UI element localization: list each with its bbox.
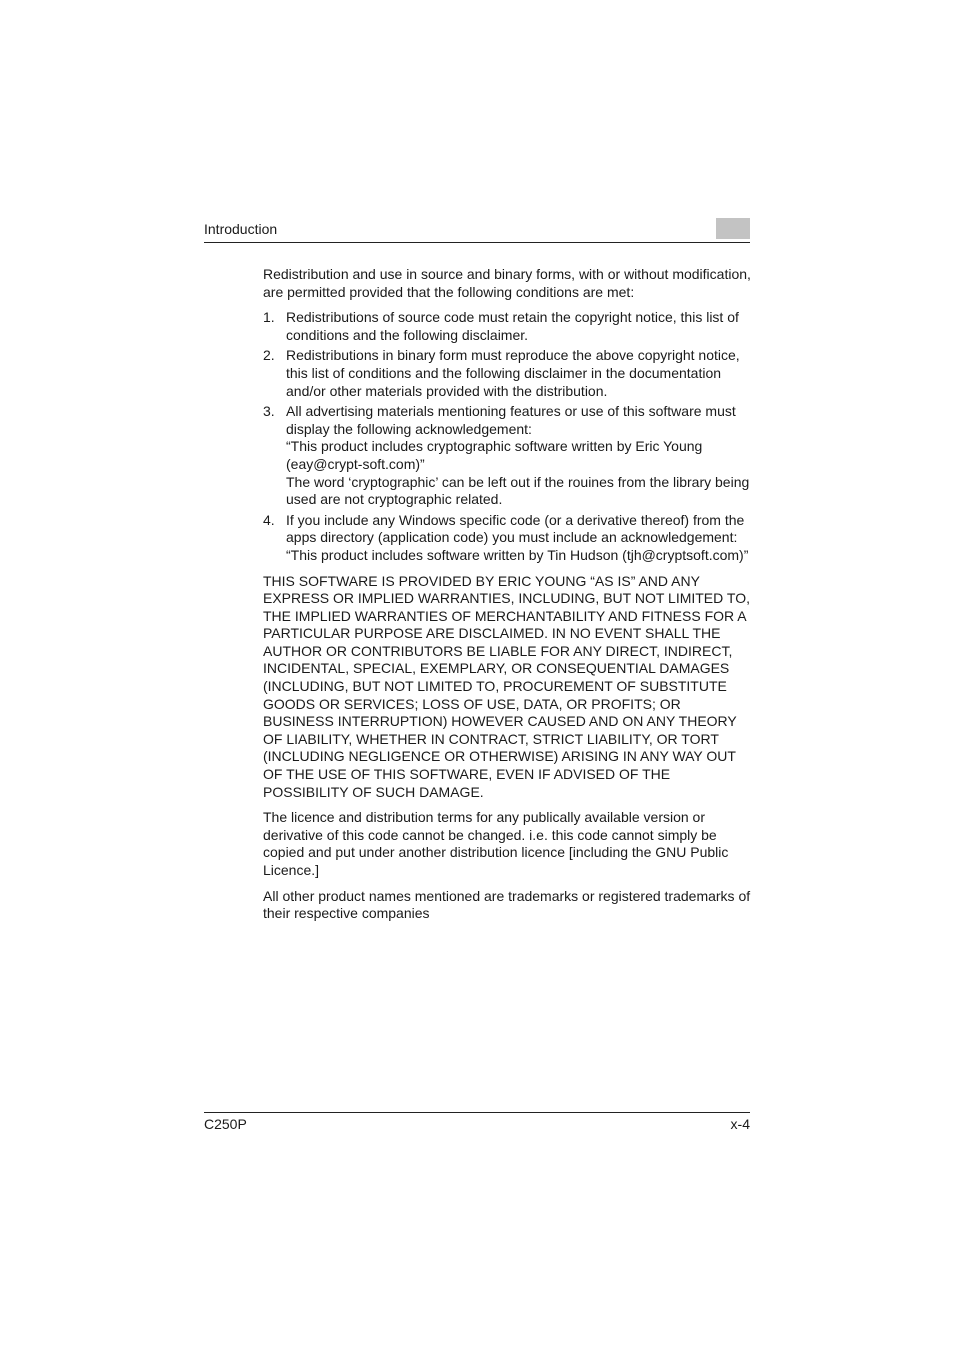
intro-paragraph: Redistribution and use in source and binary forms, with or without modification, are permitted provided that the following conditions are met: (263, 266, 751, 300)
acknowledgement-quote: “This product includes software written by Tin Hudson (tjh@cryptsoft.com)” (286, 546, 749, 563)
list-item-note: The word ‘cryptographic’ can be left out if the rouines from the library being used are not cryptographic related. (286, 473, 750, 508)
trademarks-paragraph: All other product names mentioned are trademarks or registered trademarks of their respective companies (263, 887, 751, 922)
footer-model: C250P (204, 1116, 247, 1132)
page-header (204, 217, 750, 243)
page-footer (204, 1112, 750, 1137)
header-tab-marker (716, 218, 750, 239)
list-item (263, 347, 751, 400)
body-text (263, 266, 751, 931)
header-title: Introduction (204, 221, 278, 237)
list-item-text: If you include any Windows specific code (or a derivative thereof) from the apps directory (application code) you must include an acknowledgement: (286, 511, 745, 546)
list-item-text: Redistributions of source code must retain the copyright notice, this list of conditions and the following disclaimer. (286, 309, 739, 343)
page-number: x-4 (730, 1116, 750, 1132)
list-number: 3. (263, 403, 275, 420)
list-item (263, 403, 751, 509)
list-item-text: Redistributions in binary form must reproduce the above copyright notice, this list of conditions and the following disclaimer in the documentation and/or other materials provided with the distribution. (286, 347, 740, 399)
licence-paragraph: The licence and distribution terms for any publically available version or derivative of this code cannot be changed. i.e. this code cannot simply be copied and put under another distribution licence [including the GNU Public Licence.] (263, 809, 729, 878)
disclaimer-paragraph: THIS SOFTWARE IS PROVIDED BY ERIC YOUNG “AS IS” AND ANY EXPRESS OR IMPLIED WARRANTIES, INCLUDING, BUT NOT LIMITED TO, THE IMPLIED WARRANTIES OF MERCHANTABILITY AND FITNESS FOR A PARTICULAR PURPOSE ARE DISCLAIMED. IN NO EVENT SHALL THE AUTHOR OR CONTRIBUTORS BE LIABLE FOR ANY DIRECT, INDIRECT, INCIDENTAL, SPECIAL, EXEMPLARY, OR CONSEQUENTIAL DAMAGES (INCLUDING, BUT NOT LIMITED TO, PROCUREMENT OF SUBSTITUTE GOODS OR SERVICES; LOSS OF USE, DATA, OR PROFITS; OR BUSINESS INTERRUPTION) HOWEVER CAUSED AND ON ANY THEORY OF LIABILITY, WHETHER IN CONTRACT, STRICT LIABILITY, OR TORT (INCLUDING NEGLIGENCE OR OTHERWISE) ARISING IN ANY WAY OUT OF THE USE OF THIS SOFTWARE, EVEN IF ADVISED OF THE POSSIBILITY OF SUCH DAMAGE. (263, 572, 750, 800)
acknowledgement-quote: “This product includes cryptographic software written by Eric Young (eay@crypt-soft.com)” (286, 438, 703, 472)
conditions-list (263, 309, 751, 564)
list-item-text: All advertising materials mentioning features or use of this software must display the following acknowledgement: (286, 403, 736, 437)
list-number: 1. (263, 309, 275, 326)
list-item (263, 309, 751, 344)
list-item (263, 512, 751, 565)
list-number: 2. (263, 347, 275, 364)
list-number: 4. (263, 511, 275, 528)
